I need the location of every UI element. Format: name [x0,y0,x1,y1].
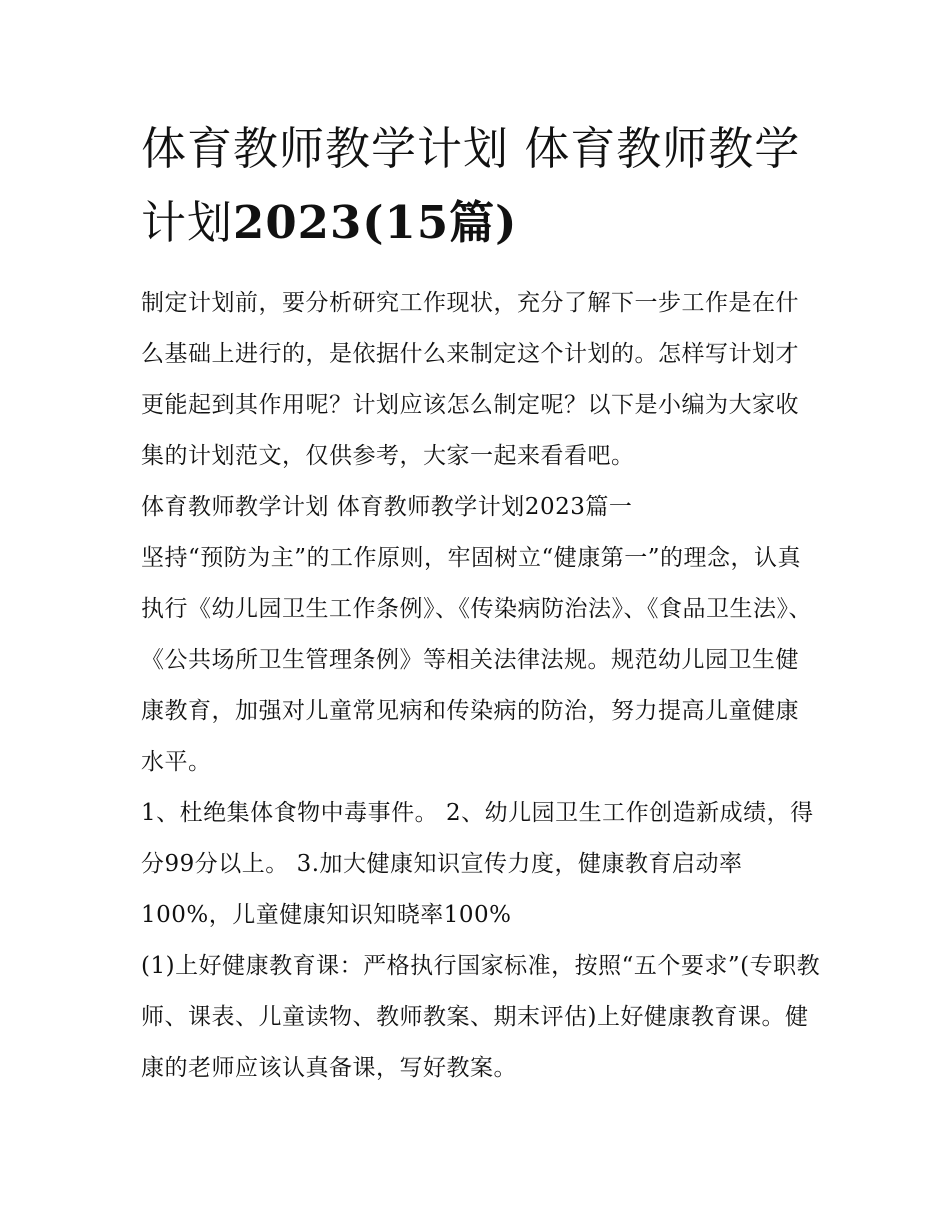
health-class-paragraph: (1)上好健康教育课：严格执行国家标准，按照“五个要求”(专职教师、课表、儿童读物、教师教案、期末评估)上好健康教育课。健康的老师应该认真备课，写好教案。 [141,953,821,1081]
document-title-main: 体育教师教学计划 体育教师教学计划 [141,122,801,249]
document-title [141,112,821,260]
goals-paragraph: 1、杜绝集体食物中毒事件。 2、幼儿园卫生工作创造新成绩，得分99分以上。 3.加大健康知识宣传力度，健康教育启动率100%，儿童健康知识知晓率100% [141,800,814,928]
document-body [141,112,821,1094]
section-heading: 体育教师教学计划 体育教师教学计划2023篇一 [141,494,633,520]
intro-paragraph: 制定计划前，要分析研究工作现状，充分了解下一步工作是在什么基础上进行的，是依据什么来制定这个计划的。怎样写计划才更能起到其作用呢？计划应该怎么制定呢？以下是小编为大家收集的计划范文，仅供参考，大家一起来看看吧。 [141,290,799,469]
principle-paragraph: 坚持“预防为主”的工作原则，牢固树立“健康第一”的理念，认真执行《幼儿园卫生工作条例》、《传染病防治法》、《食品卫生法》、《公共场所卫生管理条例》等相关法律法规。规范幼儿园卫生健康教育，加强对儿童常见病和传染病的防治，努力提高儿童健康水平。 [141,545,812,775]
document-title-tail: 2023(15篇) [233,196,518,249]
